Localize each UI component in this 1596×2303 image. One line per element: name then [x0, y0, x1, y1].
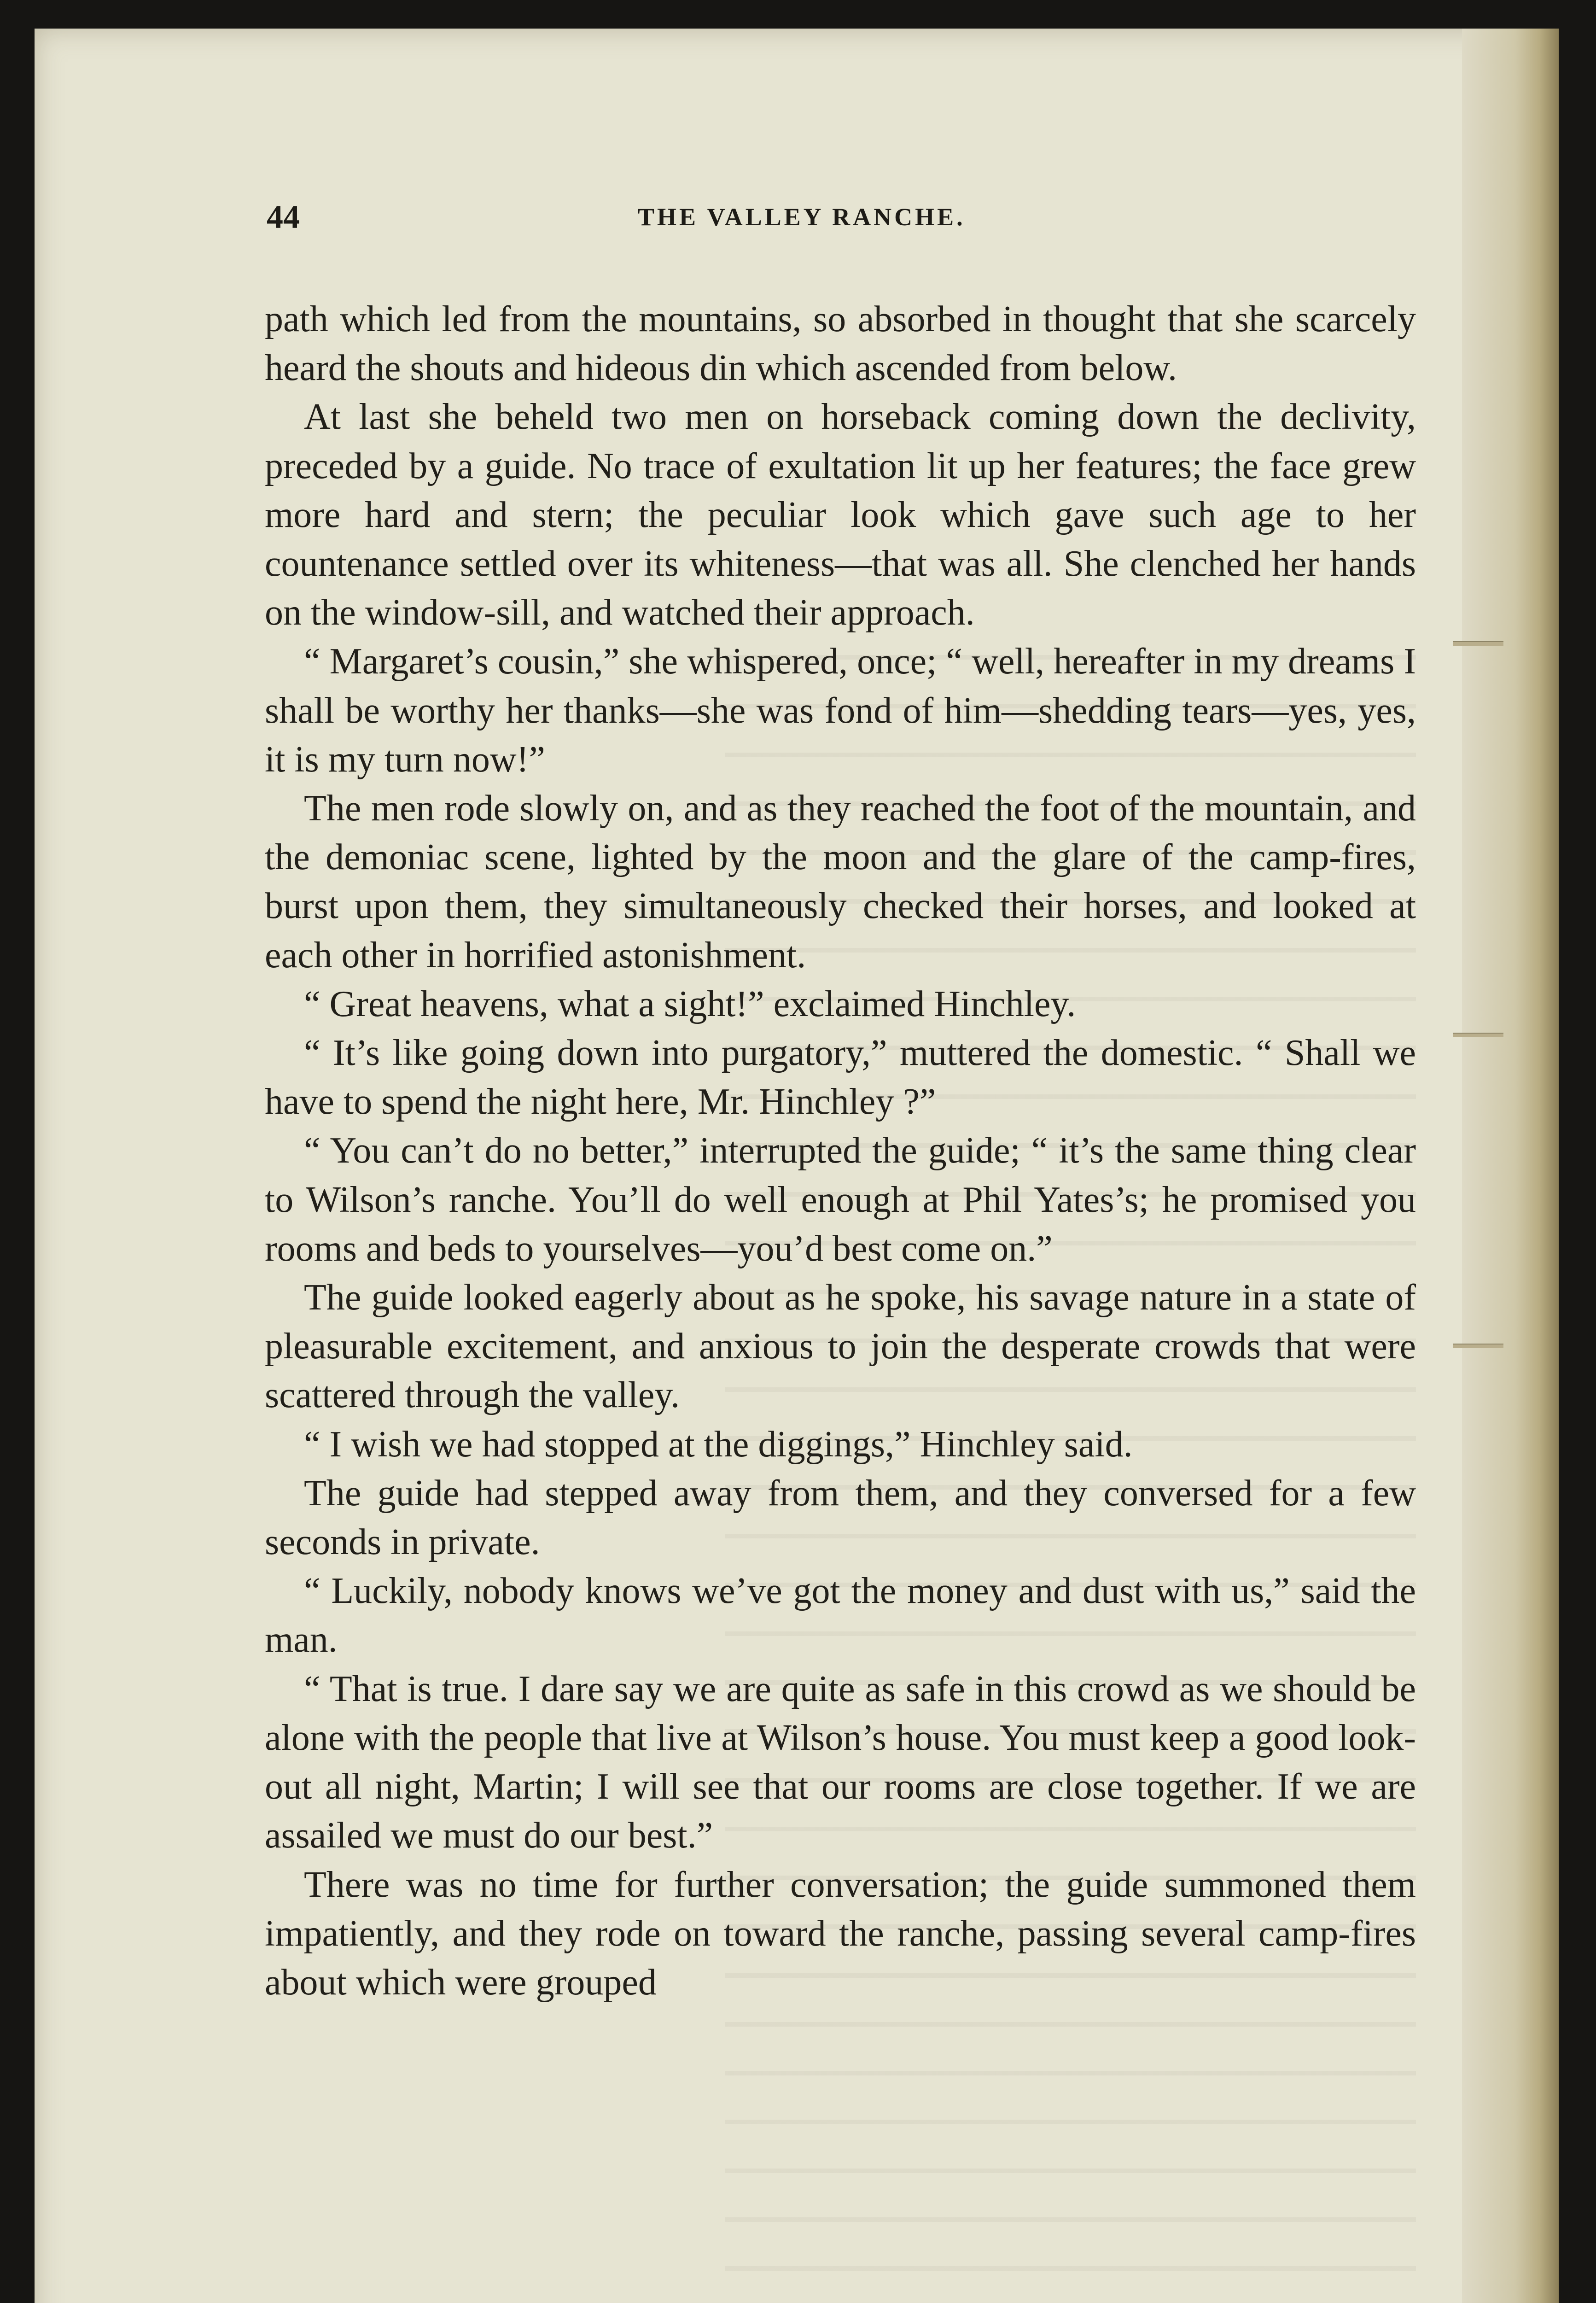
- paragraph: “ I wish we had stopped at the diggings,” Hinchley said.: [304, 1424, 1133, 1465]
- book-page: [35, 29, 1559, 2303]
- binding-stitch: [1453, 641, 1503, 646]
- page-header: [228, 198, 1425, 249]
- paragraph: The guide had stepped away from them, and they conversed for a few seconds in private.: [265, 1473, 1416, 1563]
- binding-stitch: [1453, 1344, 1503, 1348]
- paragraph: “ Margaret’s cousin,” she whispered, once; “ well, hereafter in my dreams I shall be worthy her thanks—she was fond of him—shedding tears—yes, yes, it is my turn now!”: [265, 641, 1416, 780]
- paragraph: “ Great heavens, what a sight!” exclaimed Hinchley.: [304, 983, 1076, 1024]
- binding-stitch: [1453, 1033, 1503, 1037]
- page-number: 44: [267, 199, 300, 235]
- paragraph: At last she beheld two men on horseback coming down the declivity, preceded by a guide. No trace of exultation lit up her features; the face grew more hard and stern; the peculiar look which gave such age to her countenance settled over its whiteness—that was all. She clenched her hands on the window-sill, and watched their approach.: [265, 397, 1416, 633]
- paragraph: “ You can’t do no better,” interrupted the guide; “ it’s the same thing clear to Wilson’s ranche. You’ll do well enough at Phil Yates’s; he promised you rooms and beds to yourselves—you’d best come on.”: [265, 1130, 1416, 1269]
- paragraph: path which led from the mountains, so absorbed in thought that she scarcely heard the shouts and hideous din which ascended from below.: [265, 299, 1416, 389]
- page-gutter-edge: [1462, 29, 1559, 2303]
- running-head: THE VALLEY RANCHE.: [638, 203, 966, 231]
- paragraph: “ That is true. I dare say we are quite as safe in this crowd as we should be alone with the people that live at Wilson’s house. You must keep a good look-out all night, Martin; I will see that our rooms are close together. If we are assailed we must do our best.”: [265, 1668, 1416, 1856]
- body-text: [265, 295, 1416, 2007]
- paragraph: “ Luckily, nobody knows we’ve got the money and dust with us,” said the man.: [265, 1571, 1416, 1660]
- paragraph: “ It’s like going down into purgatory,” muttered the domestic. “ Shall we have to spend the night here, Mr. Hinchley ?”: [265, 1033, 1416, 1122]
- paragraph: The men rode slowly on, and as they reached the foot of the mountain, and the demoniac scene, lighted by the moon and the glare of the camp-fires, burst upon them, they simultaneously checked their horses, and looked at each other in horrified astonishment.: [265, 788, 1416, 976]
- paragraph: There was no time for further conversation; the guide summoned them impatiently, and they rode on toward the ranche, passing several camp-fires about which were grouped: [265, 1864, 1416, 2003]
- paragraph: The guide looked eagerly about as he spoke, his savage nature in a state of pleasurable excitement, and anxious to join the desperate crowds that were scattered through the valley.: [265, 1277, 1416, 1416]
